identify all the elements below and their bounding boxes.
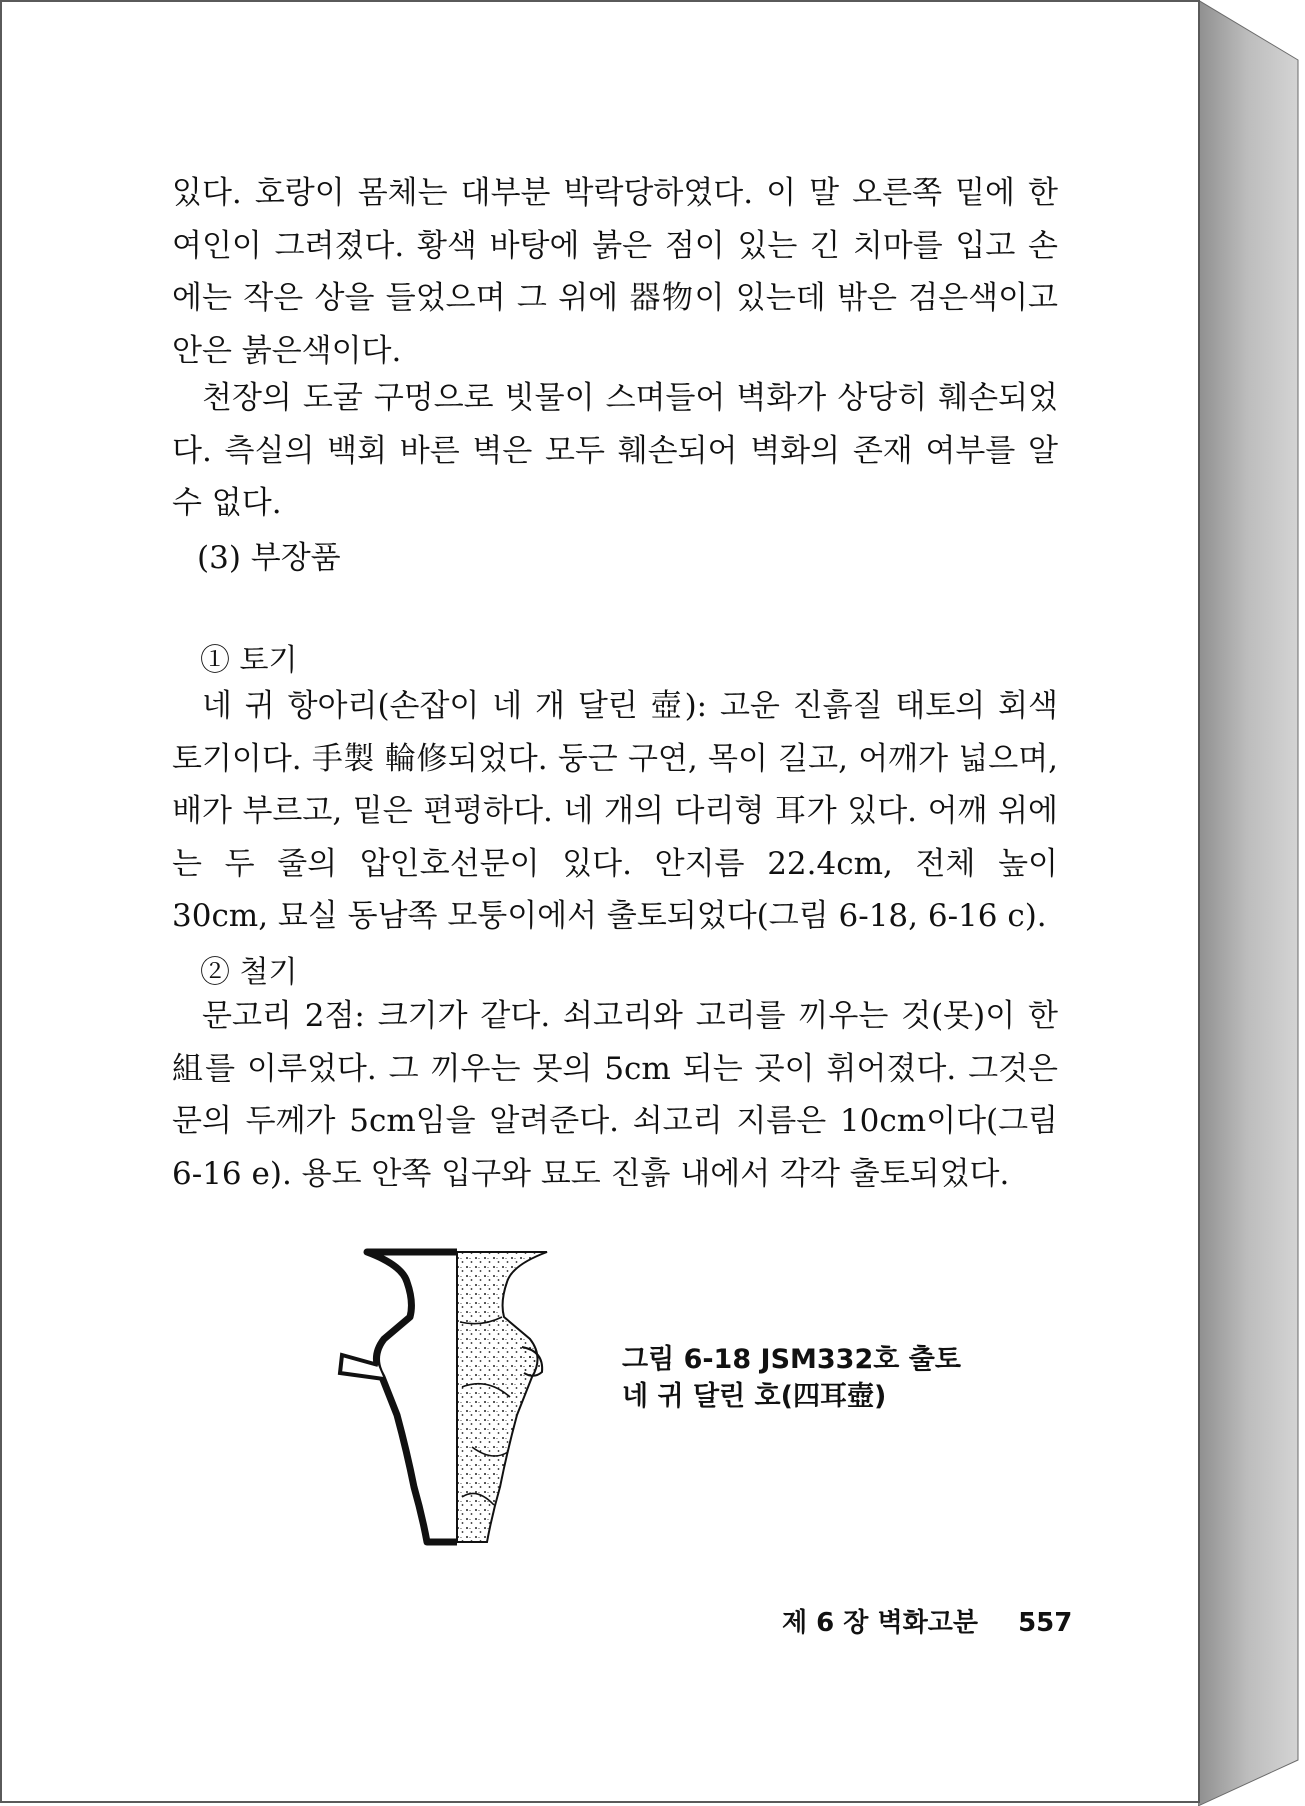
body-paragraph-3: 네 귀 항아리(손잡이 네 개 달린 壺): 고운 진흙질 태토의 회색 토기이다. 手製 輪修되었다. 둥근 구연, 목이 길고, 어깨가 넓으며, 배가 부르고, 밑은 편평하다. 네 개의 다리형 耳가 있다. 어깨 위에는 두 줄의 압인호선문이 있다. 안지름 22.4cm, 전체 높이 30cm, 묘실 동남쪽 모퉁이에서 출토되었다(그림 6-18, 6-16 c).	[172, 688, 1058, 934]
sub-heading-ironware: ② 철기	[200, 955, 298, 990]
figure-caption-line-2: 네 귀 달린 호(四耳壺)	[622, 1381, 887, 1412]
figure-caption-line-1: 그림 6-18 JSM332호 출토	[622, 1344, 961, 1375]
body-paragraph-1: 있다. 호랑이 몸체는 대부분 박락당하였다. 이 말 오른쪽 밑에 한 여인이 그려졌다. 황색 바탕에 붉은 점이 있는 긴 치마를 입고 손에는 작은 상을 들었으며 그 위에 器物이 있는데 밖은 검은색이고 안은 붉은색이다.	[172, 175, 1058, 369]
book-page-edge	[1198, 0, 1305, 1806]
page-footer	[782, 1602, 1072, 1639]
running-title: 제 6 장 벽화고분	[782, 1608, 978, 1638]
section-heading: (3) 부장품	[197, 540, 341, 576]
body-paragraph-4: 문고리 2점: 크기가 같다. 쇠고리와 고리를 끼우는 것(못)이 한 組를 이루었다. 그 끼우는 못의 5cm 되는 곳이 휘어졌다. 그것은 문의 두께가 5cm임을 알려준다. 쇠고리 지름은 10cm이다(그림 6-16 e). 용도 안쪽 입구와 묘도 진흙 내에서 각각 출토되었다.	[172, 998, 1058, 1192]
body-paragraph-2: 천장의 도굴 구멍으로 빗물이 스며들어 벽화가 상당히 훼손되었다. 측실의 백회 바른 벽은 모두 훼손되어 벽화의 존재 여부를 알 수 없다.	[172, 380, 1058, 521]
jar-drawing	[312, 1247, 592, 1547]
page-number: 557	[1018, 1608, 1073, 1638]
sub-heading-pottery: ① 토기	[200, 643, 298, 678]
